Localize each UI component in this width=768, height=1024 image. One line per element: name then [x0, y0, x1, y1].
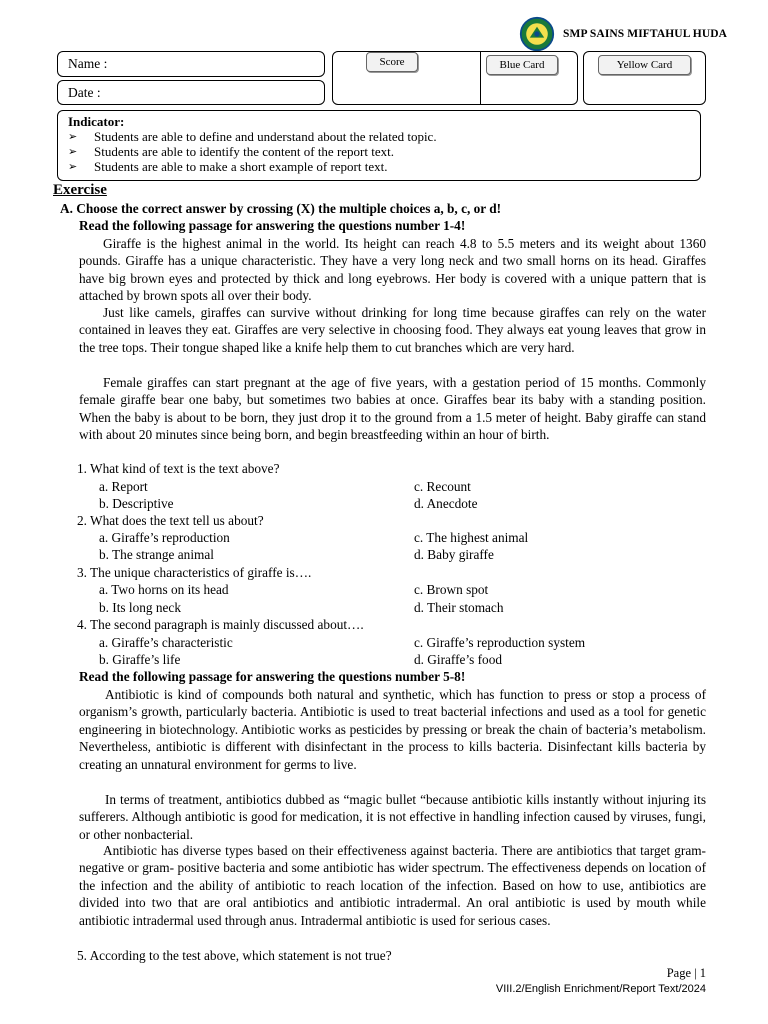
- q2-option-a[interactable]: a. Giraffe’s reproduction: [99, 530, 230, 545]
- q3-option-c[interactable]: c. Brown spot: [414, 582, 489, 597]
- exercise-title: Exercise: [53, 182, 107, 198]
- arrow-bullet-icon: ➢: [68, 160, 78, 173]
- passage-2-paragraph-2: In terms of treatment, antibiotics dubbed as “magic bullet “because antibiotic kills instantly without injuring its sufferers. Although antibiotic is good for medication, it is not effective in handling infection caused by viruses, fungi, or other nonbacterial.: [79, 792, 706, 842]
- question-2: 2. What does the text tell us about?: [77, 513, 264, 528]
- date-label: Date :: [68, 84, 101, 100]
- indicator-box: [57, 110, 701, 181]
- q3-option-d[interactable]: d. Their stomach: [414, 600, 504, 615]
- passage-2-paragraph-3: Antibiotic has diverse types based on their effectiveness against bacteria. There are antibiotics that target gram- negative or gram- positive bacteria and some antibiotic has wider spectrum. The effectiveness depends on location of the infection and the ability of antibiotic to reach location of the infection. Based on how to use, antibiotics are divided into two that are oral antibiotics and antibiotic intradermal. An oral antibiotic is used by mouth while antibiotic intradermal used through anus. Intradermal antibiotic is used for serious cases.: [79, 843, 706, 928]
- passage-1-paragraph-1: Giraffe is the highest animal in the world. Its height can reach 4.8 to 5.5 meters and its weight about 1360 pounds. Giraffe has a unique characteristic. They have a very long neck and two small horns on its head. Giraffes have big brown eyes and protected by thick and long eyebrows. Her body is covered with a unique pattern that is attached by brown spots all over their body.: [79, 236, 706, 304]
- question-4: 4. The second paragraph is mainly discussed about….: [77, 617, 364, 632]
- school-name: SMP SAINS MIFTAHUL HUDA: [563, 28, 728, 40]
- name-label: Name :: [68, 56, 108, 71]
- page-number: Page | 1: [666, 966, 706, 980]
- passage-1-paragraph-2: Just like camels, giraffes can survive without drinking for long time because giraffes can rely on the water contained in leaves they eat. Giraffes are very selective in choosing food. They always eat young leaves that grow in the tree tops. Their tongue shaped like a knife help them to cut branches which are very hard.: [79, 305, 706, 355]
- indicator-title: Indicator:: [68, 114, 125, 129]
- q4-option-c[interactable]: c. Giraffe’s reproduction system: [414, 635, 586, 650]
- q4-option-a[interactable]: a. Giraffe’s characteristic: [99, 635, 233, 650]
- section-a-instruction: A. Choose the correct answer by crossing (X) the multiple choices a, b, c, or d!: [60, 201, 502, 216]
- question-5: 5. According to the test above, which statement is not true?: [77, 948, 392, 963]
- blue-card-label: Blue Card: [486, 55, 558, 75]
- passage-2-paragraph-1: Antibiotic is kind of compounds both natural and synthetic, which has function to press or stop a process of organism’s growth, particularly bacteria. Antibiotic is used to treat bacterial infections and used as a tool for genetic engineering in biotechnology. Antibiotic works as pesticides by pressing or break the chain of bacteria’s metabolism. Nevertheless, antibiotic is different with disinfectant in the process to kills bacteria. Disinfectant kills bacteria by creating an unnatural environment for germs to live.: [79, 687, 706, 772]
- q2-option-b[interactable]: b. The strange animal: [99, 547, 214, 562]
- arrow-bullet-icon: ➢: [68, 130, 78, 143]
- question-1: 1. What kind of text is the text above?: [77, 461, 280, 476]
- q2-option-d[interactable]: d. Baby giraffe: [414, 547, 494, 562]
- score-label: Score: [366, 52, 418, 72]
- q1-option-c[interactable]: c. Recount: [414, 479, 471, 494]
- name-field[interactable]: [57, 51, 325, 77]
- indicator-item: ➢ Students are able to identify the content of the report text.: [68, 144, 394, 159]
- q1-option-a[interactable]: a. Report: [99, 479, 148, 494]
- indicator-item: ➢ Students are able to make a short example of report text.: [68, 159, 388, 174]
- question-3: 3. The unique characteristics of giraffe is….: [77, 565, 312, 580]
- document-code: VIII.2/English Enrichment/Report Text/2024: [495, 983, 706, 995]
- school-logo-icon: [519, 16, 555, 52]
- q1-option-d[interactable]: d. Anecdote: [414, 496, 478, 511]
- q4-option-d[interactable]: d. Giraffe’s food: [414, 652, 503, 667]
- q4-option-b[interactable]: b. Giraffe’s life: [99, 652, 181, 667]
- q2-option-c[interactable]: c. The highest animal: [414, 530, 529, 545]
- date-field[interactable]: [57, 80, 325, 105]
- q3-option-b[interactable]: b. Its long neck: [99, 600, 181, 615]
- read-instruction-1: Read the following passage for answering the questions number 1-4!: [79, 218, 466, 233]
- q3-option-a[interactable]: a. Two horns on its head: [99, 582, 229, 597]
- school-header: [519, 16, 727, 52]
- read-instruction-2: Read the following passage for answering the questions number 5-8!: [79, 669, 466, 684]
- arrow-bullet-icon: ➢: [68, 145, 78, 158]
- score-divider: [480, 51, 481, 105]
- indicator-item: ➢ Students are able to define and understand about the related topic.: [68, 129, 437, 144]
- passage-1-paragraph-3: Female giraffes can start pregnant at the age of five years, with a gestation period of 15 months. Commonly female giraffe bear one baby, but sometimes two babies at once. Giraffes bear its baby with a standing position. When the baby is about to be born, they just drop it to the ground from a 1.5 meter of height. Baby giraffe can stand with about 20 minutes since being born, and begin breastfeeding within an hour of birth.: [79, 375, 706, 443]
- yellow-card-label: Yellow Card: [598, 55, 691, 75]
- q1-option-b[interactable]: b. Descriptive: [99, 496, 174, 511]
